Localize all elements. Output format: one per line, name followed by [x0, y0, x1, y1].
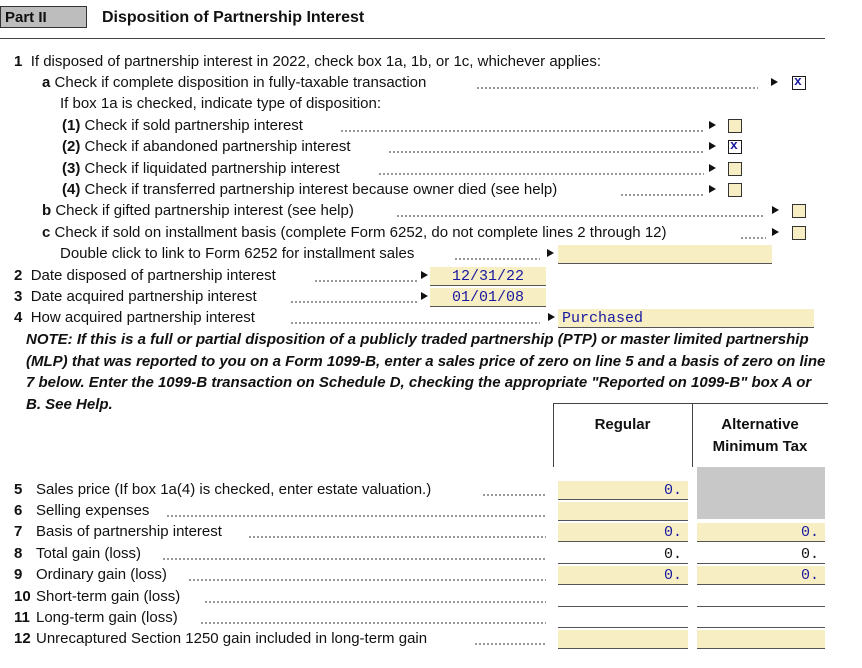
line-12-label — [14, 629, 427, 649]
line-3-text: Date acquired partnership interest — [30, 288, 257, 305]
line-1c-text: Check if sold on installment basis (complete Form 6252, do not complete lines 2 through 12) — [54, 224, 667, 241]
line-8-label — [14, 544, 141, 564]
line-5-regular-field[interactable]: 0. — [558, 481, 688, 500]
line-10-amt-value — [697, 588, 825, 607]
leader-dots — [388, 137, 704, 157]
arrow-icon — [709, 164, 716, 172]
line-10-label — [14, 587, 180, 607]
line-11-number: 11 — [14, 609, 30, 626]
line-11-amt-value — [697, 609, 825, 628]
line-6-number: 6 — [14, 502, 23, 519]
line-6-text: Selling expenses — [36, 502, 150, 519]
line-11-regular-value — [558, 609, 688, 628]
check-x-icon: x — [730, 138, 738, 153]
leader-dots — [454, 244, 540, 264]
line-6-regular-field[interactable] — [558, 502, 688, 521]
type-3-label — [62, 159, 340, 179]
type-3-text: Check if liquidated partnership interest — [84, 160, 340, 177]
type-4-number: (4) — [62, 181, 81, 198]
checkbox-1a[interactable] — [792, 76, 806, 90]
line-1a-text: Check if complete disposition in fully-taxable transaction — [54, 74, 427, 91]
type-2-label — [62, 137, 351, 157]
arrow-icon — [772, 228, 779, 236]
line-1-intro — [14, 52, 601, 72]
leader-dots — [204, 587, 546, 607]
form-6252-link-text: Double click to link to Form 6252 for installment sales — [60, 245, 415, 262]
check-x-icon: x — [794, 74, 802, 89]
checkbox-type-4[interactable] — [728, 183, 742, 197]
line-8-amt-value: 0. — [697, 545, 825, 564]
line-5-label — [14, 480, 431, 500]
checkbox-1b[interactable] — [792, 204, 806, 218]
date-disposed-field[interactable]: 12/31/22 — [430, 267, 546, 286]
how-acquired-field[interactable]: Purchased — [558, 309, 814, 328]
line-7-label — [14, 522, 222, 542]
line-3-label — [14, 287, 257, 307]
line-1a-label — [42, 73, 426, 93]
line-9-label — [14, 565, 167, 585]
line-7-amt-field[interactable]: 0. — [697, 523, 825, 542]
disposition-type-intro: If box 1a is checked, indicate type of disposition: — [60, 95, 382, 112]
part-label: Part II — [0, 6, 87, 28]
leader-dots — [378, 159, 704, 179]
amt-column-title-line2: Minimum Tax — [712, 438, 808, 455]
type-1-label — [62, 116, 303, 136]
arrow-icon — [709, 121, 716, 129]
arrow-icon — [709, 142, 716, 150]
line-7-number: 7 — [14, 523, 23, 540]
line-8-text: Total gain (loss) — [36, 545, 142, 562]
line-1-text: If disposed of partnership interest in 2022, check box 1a, 1b, or 1c, whichever applies: — [30, 53, 602, 70]
line-10-text: Short-term gain (loss) — [36, 588, 181, 605]
line-11-text: Long-term gain (loss) — [36, 609, 178, 626]
line-4-label — [14, 308, 255, 328]
line-5-amt-shaded — [697, 467, 825, 519]
line-1a-letter: a — [42, 74, 51, 91]
line-3-number: 3 — [14, 288, 23, 305]
line-10-regular-value — [558, 588, 688, 607]
line-8-number: 8 — [14, 545, 23, 562]
line-1c-label — [42, 223, 667, 243]
line-4-number: 4 — [14, 309, 23, 326]
line-2-text: Date disposed of partnership interest — [30, 267, 276, 284]
line-2-number: 2 — [14, 267, 23, 284]
line-1b-letter: b — [42, 202, 52, 219]
line-9-regular-field[interactable]: 0. — [558, 566, 688, 585]
form-6252-link-field[interactable] — [558, 245, 772, 264]
leader-dots — [620, 180, 704, 200]
leader-dots — [162, 544, 546, 564]
amt-column-title-line1: Alternative — [721, 416, 799, 433]
line-12-regular-field[interactable] — [558, 630, 688, 649]
line-11-label — [14, 608, 178, 628]
part-title: Disposition of Partnership Interest — [102, 9, 365, 26]
leader-dots — [396, 201, 764, 221]
type-4-text: Check if transferred partnership interest because owner died (see help) — [84, 181, 558, 198]
leader-dots — [200, 608, 546, 628]
arrow-icon — [772, 206, 779, 214]
arrow-icon — [547, 249, 554, 257]
ptp-note: NOTE: If this is a full or partial disposition of a publicly traded partnership (PTP) or master limited partnership (MLP) that was reported to you on a Form 1099-B, enter a sales price of zero on line 5 and a basis of zero on line 7 below. Enter the 1099-B transaction on Schedule D, checking the appropriate "Reported on 1099-B" box A or B. See Help. — [26, 331, 826, 413]
type-4-label — [62, 180, 557, 200]
leader-dots — [290, 308, 540, 328]
line-6-label — [14, 501, 149, 521]
line-1b-text: Check if gifted partnership interest (see help) — [55, 202, 354, 219]
line-9-text: Ordinary gain (loss) — [36, 566, 167, 583]
checkbox-type-1[interactable] — [728, 119, 742, 133]
arrow-icon — [548, 313, 555, 321]
arrow-icon — [421, 271, 428, 279]
leader-dots — [474, 629, 546, 649]
arrow-icon — [709, 185, 716, 193]
type-2-text: Check if abandoned partnership interest — [84, 138, 351, 155]
type-2-number: (2) — [62, 138, 81, 155]
line-8-regular-value: 0. — [558, 545, 688, 564]
line-12-amt-field[interactable] — [697, 630, 825, 649]
leader-dots — [740, 223, 766, 243]
line-1-number: 1 — [14, 53, 23, 70]
type-3-number: (3) — [62, 160, 81, 177]
line-12-number: 12 — [14, 630, 31, 647]
line-5-number: 5 — [14, 481, 23, 498]
leader-dots — [482, 480, 546, 500]
arrow-icon — [421, 292, 428, 300]
leader-dots — [314, 266, 418, 286]
leader-dots — [188, 565, 546, 585]
leader-dots — [340, 116, 704, 136]
regular-column-title: Regular — [594, 416, 651, 433]
line-12-text: Unrecaptured Section 1250 gain included in long-term gain — [36, 630, 428, 647]
line-5-text: Sales price (If box 1a(4) is checked, enter estate valuation.) — [36, 481, 432, 498]
line-4-text: How acquired partnership interest — [30, 309, 255, 326]
line-10-number: 10 — [14, 588, 31, 605]
checkbox-type-2[interactable] — [728, 140, 742, 154]
line-2-label — [14, 266, 276, 286]
line-9-number: 9 — [14, 566, 23, 583]
header-divider — [0, 38, 825, 39]
type-1-text: Check if sold partnership interest — [84, 117, 303, 134]
leader-dots — [476, 73, 758, 93]
line-7-regular-field[interactable]: 0. — [558, 523, 688, 542]
line-1c-letter: c — [42, 224, 51, 241]
checkbox-1c[interactable] — [792, 226, 806, 240]
date-acquired-field[interactable]: 01/01/08 — [430, 288, 546, 307]
line-9-amt-field[interactable]: 0. — [697, 566, 825, 585]
leader-dots — [166, 501, 546, 521]
line-1b-label — [42, 201, 354, 221]
line-7-text: Basis of partnership interest — [36, 523, 222, 540]
checkbox-type-3[interactable] — [728, 162, 742, 176]
leader-dots — [290, 287, 418, 307]
leader-dots — [248, 522, 546, 542]
arrow-icon — [771, 78, 778, 86]
type-1-number: (1) — [62, 117, 81, 134]
